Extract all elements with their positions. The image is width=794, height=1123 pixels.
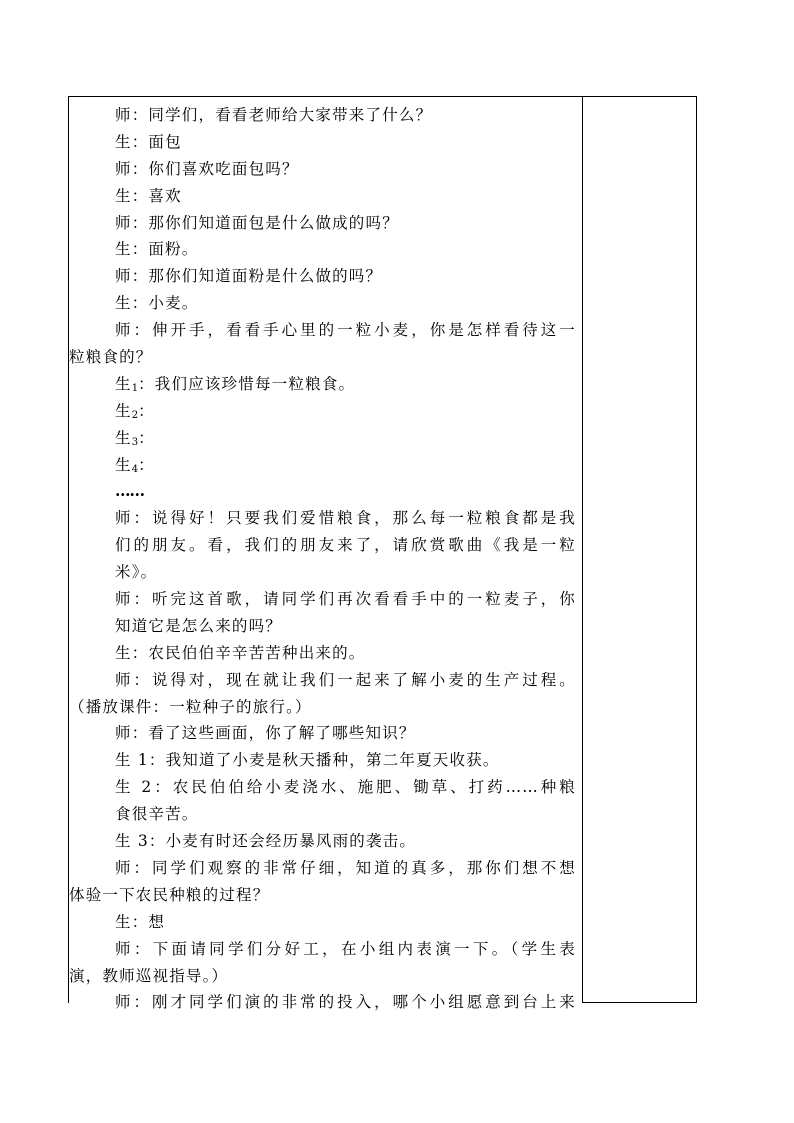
dialogue-line: 师：听完这首歌，请同学们再次看看手中的一粒麦子，你: [115, 590, 576, 609]
speaker-index: 2: [131, 409, 139, 421]
speaker-index: 4: [131, 463, 139, 475]
dialogue-line: 师：那你们知道面包是什么做成的吗？: [115, 213, 399, 232]
dialogue-line: 粒粮食的？: [69, 348, 153, 367]
line-text: ：我们应该珍惜每一粒粮食。: [138, 374, 356, 393]
dialogue-line: [69, 398, 582, 425]
dialogue-line: 生：农民伯伯辛辛苦苦种出来的。: [115, 643, 366, 662]
lesson-table: [68, 96, 697, 1012]
dialogue-line: 师：同学们，看看老师给大家带来了什么？: [115, 106, 433, 124]
dialogue-line: 师：说得好！只要我们爱惜粮食，那么每一粒粮食都是我: [115, 509, 576, 528]
dialogue-line: 生：喜欢: [115, 186, 182, 205]
notes-cell-bottom-border: [583, 1002, 697, 1003]
dialogue-line: ……: [115, 481, 144, 501]
dialogue-line: 生：面粉。: [115, 240, 199, 259]
dialogue-line: 师：伸开手，看看手心里的一粒小麦，你是怎样看待这一: [115, 321, 576, 340]
dialogue-line: 生 2：农民伯伯给小麦浇水、施肥、锄草、打药……种粮: [115, 778, 576, 797]
dialogue-line: 师：说得对，现在就让我们一起来了解小麦的生产过程。: [115, 670, 576, 689]
speaker-label: 生: [115, 455, 132, 474]
dialogue-line: [69, 452, 582, 479]
speaker-label: 生: [115, 374, 132, 393]
dialogue-line: [69, 425, 582, 452]
dialogue-line: 生 1：我知道了小麦是秋天播种，第二年夏天收获。: [115, 751, 500, 770]
dialogue-line: 体验一下农民种粮的过程？: [69, 885, 270, 904]
column-divider: [582, 97, 583, 1003]
dialogue-line: 们的朋友。看，我们的朋友来了，请欣赏歌曲《我是一粒: [115, 536, 576, 555]
dialogue-line: （播放课件：一粒种子的旅行。）: [69, 697, 312, 716]
line-text: ：: [138, 401, 155, 420]
speaker-label: 生: [115, 401, 132, 420]
speaker-index: 3: [131, 436, 139, 448]
dialogue-line: 生：小麦。: [115, 294, 199, 313]
dialogue-line: 师：刚才同学们演的非常的投入，哪个小组愿意到台上来: [115, 993, 576, 1012]
line-text: ：: [138, 428, 155, 447]
dialogue-line: 生 3：小麦有时还会经历暴风雨的袭击。: [115, 832, 417, 851]
dialogue-line: 师：下面请同学们分好工，在小组内表演一下。（学生表: [115, 939, 576, 958]
line-text: ：: [138, 455, 155, 474]
speaker-index: 1: [131, 382, 139, 394]
dialogue-line: 师：那你们知道面粉是什么做的吗？: [115, 267, 383, 286]
table-right-border: [696, 97, 697, 1003]
dialogue-line: 师：看了这些画面，你了解了哪些知识？: [115, 724, 416, 743]
dialogue-line: 生：面包: [115, 132, 182, 151]
dialogue-line: 米》。: [115, 563, 158, 582]
dialogue-line: 师：你们喜欢吃面包吗？: [115, 159, 299, 178]
dialogue-line: 生：想: [115, 912, 166, 931]
dialogue-line: 食很辛苦。: [115, 805, 199, 824]
dialogue-line: 师：同学们观察的非常仔细，知道的真多，那你们想不想: [115, 858, 576, 877]
dialogue-line: 演，教师巡视指导。）: [69, 966, 229, 985]
speaker-label: 生: [115, 428, 132, 447]
dialogue-line: [69, 371, 582, 398]
dialogue-line: 知道它是怎么来的吗？: [115, 616, 283, 635]
lesson-content-cell: [69, 102, 582, 1016]
